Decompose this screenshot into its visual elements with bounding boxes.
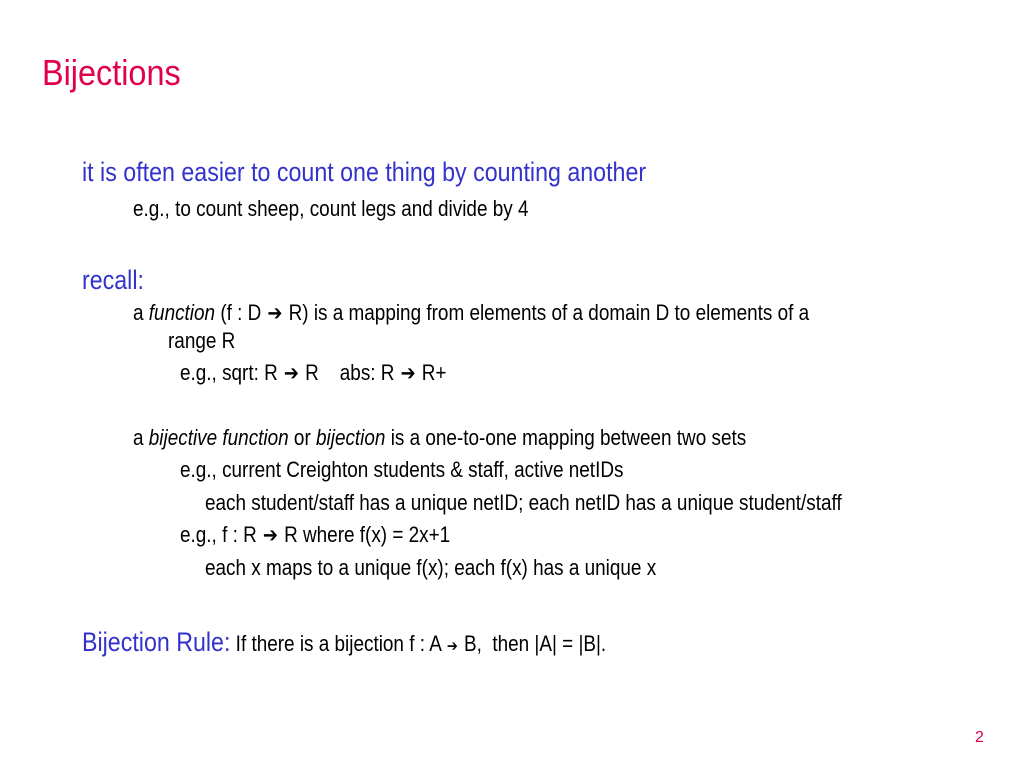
bijection-def-prefix: a: [133, 425, 149, 450]
function-definition: [133, 300, 809, 326]
bijection-term: bijection: [316, 425, 386, 450]
bijection-def-suffix: is a one-to-one mapping between two sets: [385, 425, 747, 450]
bijection-example-2: [180, 522, 450, 548]
bijection-rule: [82, 626, 606, 658]
arrow-right-icon: ➔: [267, 301, 283, 325]
bijection-rule-text-2: B, then |A| = |B|.: [458, 631, 607, 656]
arrow-right-icon: ➔: [446, 637, 458, 655]
function-term: function: [148, 300, 216, 325]
function-examples-part-2: R abs: R: [299, 360, 400, 385]
intro-heading: it is often easier to count one thing by counting another: [82, 157, 647, 187]
function-examples-part-3: R+: [416, 360, 447, 385]
function-examples: [180, 360, 446, 386]
bijection-example-2-part-1: e.g., f : R: [180, 522, 263, 547]
arrow-right-icon: ➔: [262, 523, 278, 547]
bijection-example-2-part-2: R where f(x) = 2x+1: [278, 522, 451, 547]
function-def-mid-1: (f : D: [215, 300, 267, 325]
arrow-right-icon: ➔: [283, 361, 299, 385]
function-def-prefix: a: [133, 300, 149, 325]
page-number: 2: [975, 729, 984, 746]
function-examples-part-1: e.g., sqrt: R: [180, 360, 284, 385]
bijective-function-term: bijective function: [148, 425, 289, 450]
recall-heading: recall:: [82, 265, 144, 295]
bijection-rule-label: Bijection Rule:: [82, 627, 231, 657]
bijection-example-2-detail: each x maps to a unique f(x); each f(x) has a unique x: [205, 555, 657, 580]
bijection-def-mid: or: [288, 425, 317, 450]
bijection-rule-text-1: If there is a bijection f : A: [230, 631, 447, 656]
arrow-right-icon: ➔: [400, 361, 416, 385]
intro-example: e.g., to count sheep, count legs and divide by 4: [133, 196, 529, 221]
bijection-definition: [133, 425, 746, 451]
function-def-mid-2: R) is a mapping from elements of a domain D to elements of a: [283, 300, 810, 325]
function-definition-continuation: range R: [168, 328, 236, 353]
bijection-example-1-detail: each student/staff has a unique netID; each netID has a unique student/staff: [205, 490, 842, 515]
bijection-example-1: e.g., current Creighton students & staff, active netIDs: [180, 457, 624, 482]
slide-title: Bijections: [42, 52, 181, 93]
